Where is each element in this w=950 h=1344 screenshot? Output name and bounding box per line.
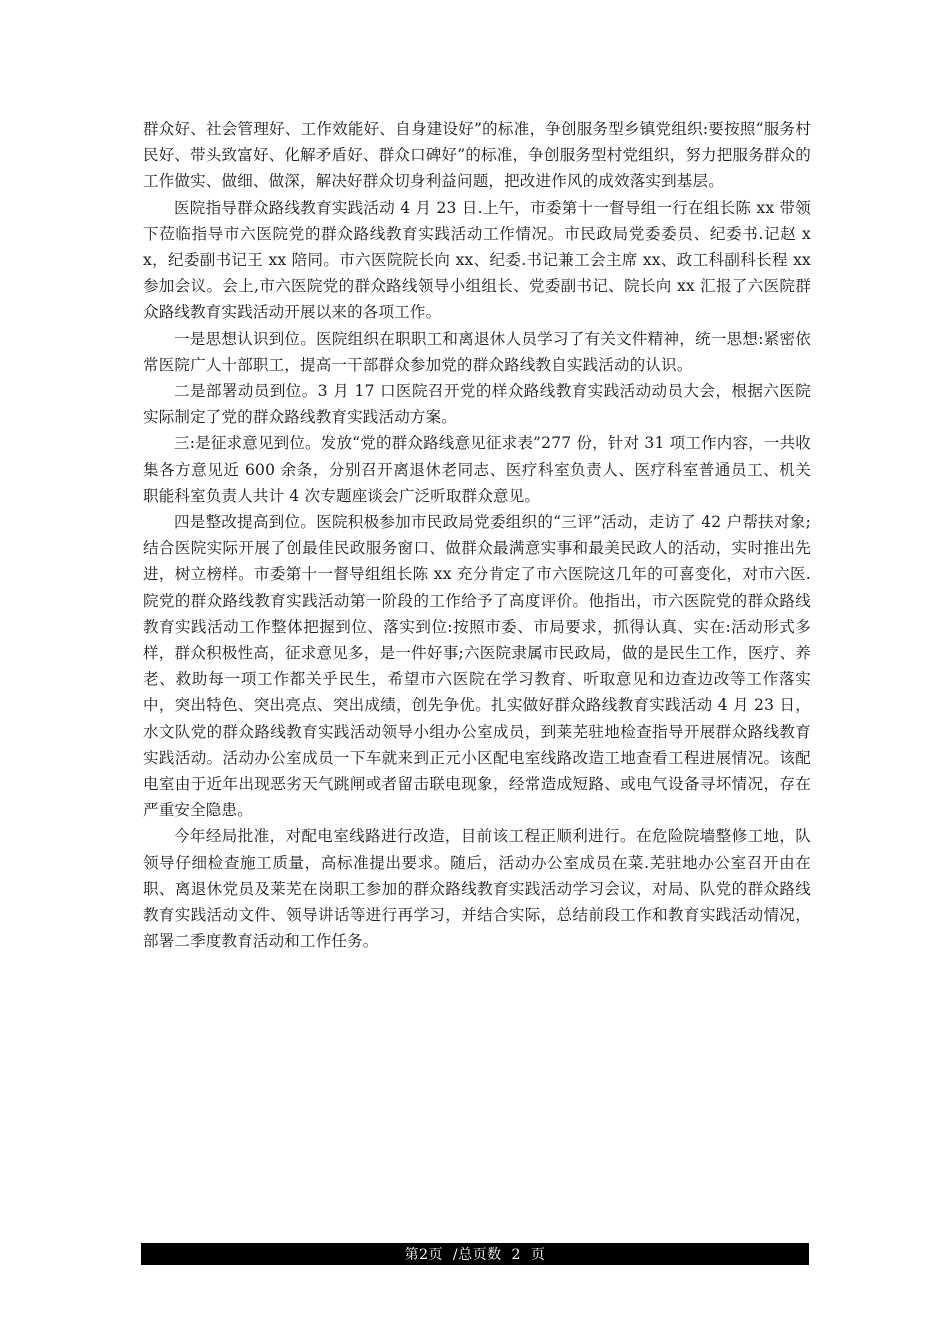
paragraph-point-two: 二是部署动员到位。3 月 17 口医院召开党的样众路线教育实践活动动员大会，根据六医院实际制定了党的群众路线教育实践活动方案。 xyxy=(143,382,811,427)
paragraph-point-four: 四是整改提高到位。医院积极参加市民政局党委组织的“三评”活动，走访了 42 户帮扶对象;结合医院实际开展了创最佳民政服务窗口、做群众最满意实事和最美民政人的活动，实时推出先进，树立榜样。市委第十一督导组组长陈 xx 充分肯定了市六医院这几年的可喜变化，对市六医.院党的群众路线教育实践活动第一阶段的工作给予了高度评价。他指出，市六医院党的群众路线教育实践活动工作整体把握到位、落实到位:按照市委、市局要求，抓得认真、实在:活动形式多样，群众积极性高，征求意见多，是一件好事;六医院隶属市民政局，做的是民生工作，医疗、养老、救助每一项工作都关乎民生，希望市六医院在学习教育、听取意见和边查边改等工作落实中，突出特色、突出亮点、突出成绩，创先争优。扎实做好群众路线教育实践活动 4 月 23 日，水文队党的群众路线教育实践活动领导小组办公室成员，到莱芜驻地检查指导开展群众路线教育实践活动。活动办公室成员一下车就来到正元小区配电室线路改造工地查看工程进展情况。该配电室由于近年出现恶劣天气跳闸或者留击联电现象，经常造成短路、或电气设备寻坏情况，存在严重安全隐患。 xyxy=(143,513,811,820)
paragraph-continuation: 群众好、社会管理好、工作效能好、自身建设好”的标准，争创服务型乡镇党组织:要按照“服务村民好、带头致富好、化解矛盾好、群众口碑好”的标准，争创服务型村党组织，努力把服务群众的工作做实、做细、做深，解决好群众切身利益问题，把改进作风的成效落实到基层。 xyxy=(143,120,811,191)
document-body xyxy=(143,116,811,955)
paragraph-hospital-guidance: 医院指导群众路线教育实践活动 4 月 23 日.上午，市委第十一督导组一行在组长陈 xx 带领下莅临指导市六医院党的群众路线教育实践活动工作情况。市民政局党委委员、纪委书.记赵 xx，纪委副书记王 xx 陪同。市六医院院长向 xx、纪委.书记兼工会主席 xx、政工科副科长程 xx 参加会议。会上,市六医院党的群众路线领导小组组长、党委副书记、院长向 xx 汇报了六医院群众路线教育实践活动开展以来的各项工作。 xyxy=(143,198,811,322)
paragraph-point-three: 三:是征求意见到位。发放“党的群众路线意见征求表”277 份，针对 31 项工作内容，一共收集各方意见近 600 余条，分别召开离退休老同志、医疗科室负责人、医疗科室普通员工、机关职能科室负责人共计 4 次专题座谈会广泛听取群众意见。 xyxy=(143,434,811,505)
paragraph-point-one: 一是思想认识到位。医院组织在职职工和离退休人员学习了有关文件精神，统一思想:紧密依常医院广人十部职工，提高一干部群众参加党的群众路线教自实践活动的认识。 xyxy=(143,329,811,374)
paragraph-closing: 今年经局批准，对配电室线路进行改造，目前该工程正顺利进行。在危险院墙整修工地，队领导仔细检查施工质量，高标准提出要求。随后，活动办公室成员在菜.芜驻地办公室召开由在职、离退休党员及莱芜在岗职工参加的群众路线教育实践活动学习会议，对局、队党的群众路线教育实践活动文件、领导讲话等进行再学习，并结合实际，总结前段工作和教育实践活动情况，部署二季度教育活动和工作任务。 xyxy=(143,827,811,951)
page-footer-bar xyxy=(141,1243,809,1265)
page-number-label: 第2页 /总页数 2 页 xyxy=(404,1247,546,1263)
